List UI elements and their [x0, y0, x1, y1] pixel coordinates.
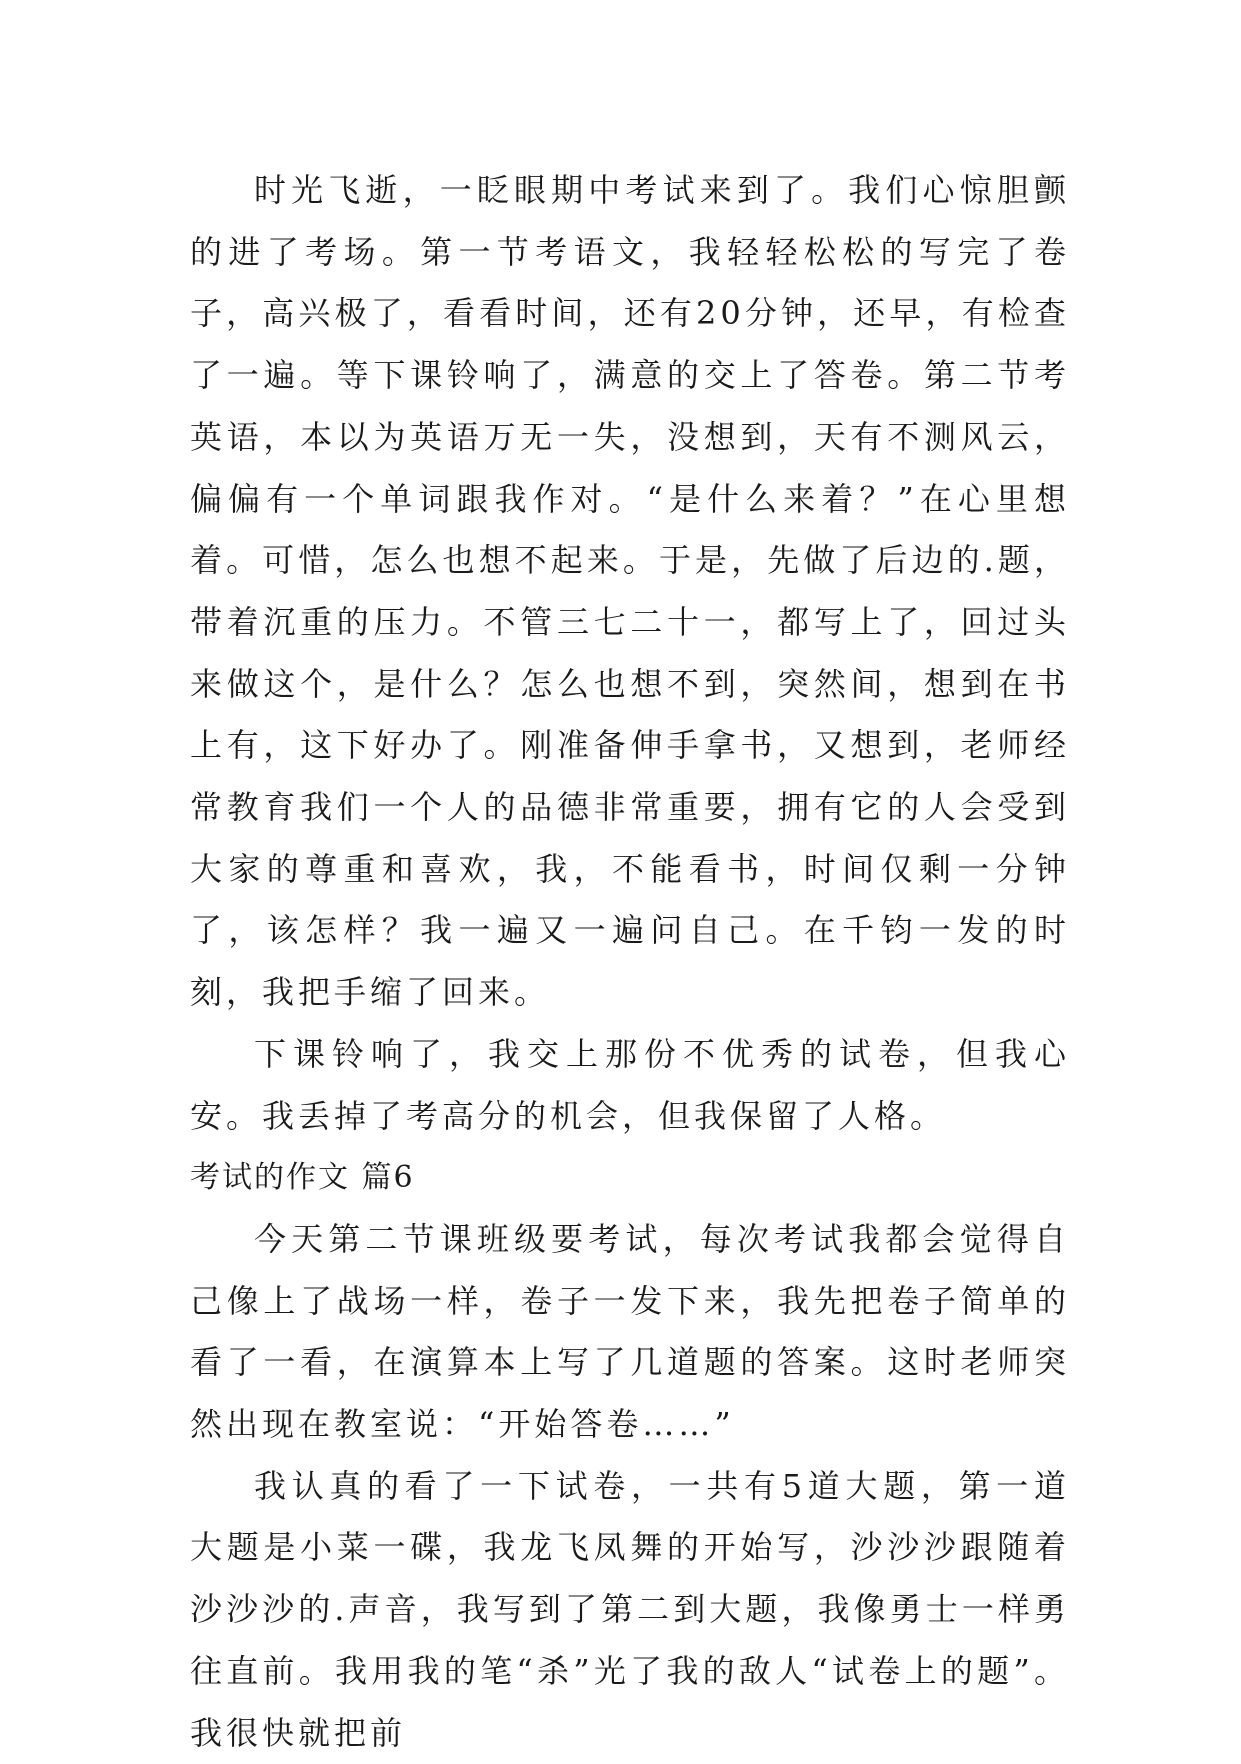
paragraph: 我认真的看了一下试卷，一共有5道大题，第一道大题是小菜一碟，我龙飞凤舞的开始写，沙沙沙跟随着沙沙沙的.声音，我写到了第二到大题，我像勇士一样勇往直前。我用我的笔“杀”光了我的敌人“试卷上的题”。我很快就把前 — [190, 1466, 1070, 1752]
paragraph: 时光飞逝，一眨眼期中考试来到了。我们心惊胆颤的进了考场。第一节考语文，我轻轻松松的写完了卷子，高兴极了，看看时间，还有20分钟，还早，有检查了一遍。等下课铃响了，满意的交上了答卷。第二节考英语，本以为英语万无一失，没想到，天有不测风云，偏偏有一个单词跟我作对。“是什么来着？”在心里想着。可惜，怎么也想不起来。于是，先做了后边的.题，带着沉重的压力。不管三七二十一，都写上了，回过头来做这个，是什么？怎么也想不到，突然间，想到在书上有，这下好办了。刚准备伸手拿书，又想到，老师经常教育我们一个人的品德非常重要，拥有它的人会受到大家的尊重和喜欢，我，不能看书，时间仅剩一分钟了，该怎样？我一遍又一遍问自己。在千钧一发的时刻，我把手缩了回来。 — [190, 171, 1070, 1012]
section-heading: 考试的作文 篇6 — [190, 1160, 415, 1196]
paragraph: 下课铃响了，我交上那份不优秀的试卷，但我心安。我丢掉了考高分的机会，但我保留了人格。 — [190, 1034, 1070, 1135]
document-body — [190, 160, 1070, 1764]
paragraph: 今天第二节课班级要考试，每次考试我都会觉得自己像上了战场一样，卷子一发下来，我先把卷子简单的看了一看，在演算本上写了几道题的答案。这时老师突然出现在教室说：“开始答卷……” — [190, 1219, 1070, 1444]
